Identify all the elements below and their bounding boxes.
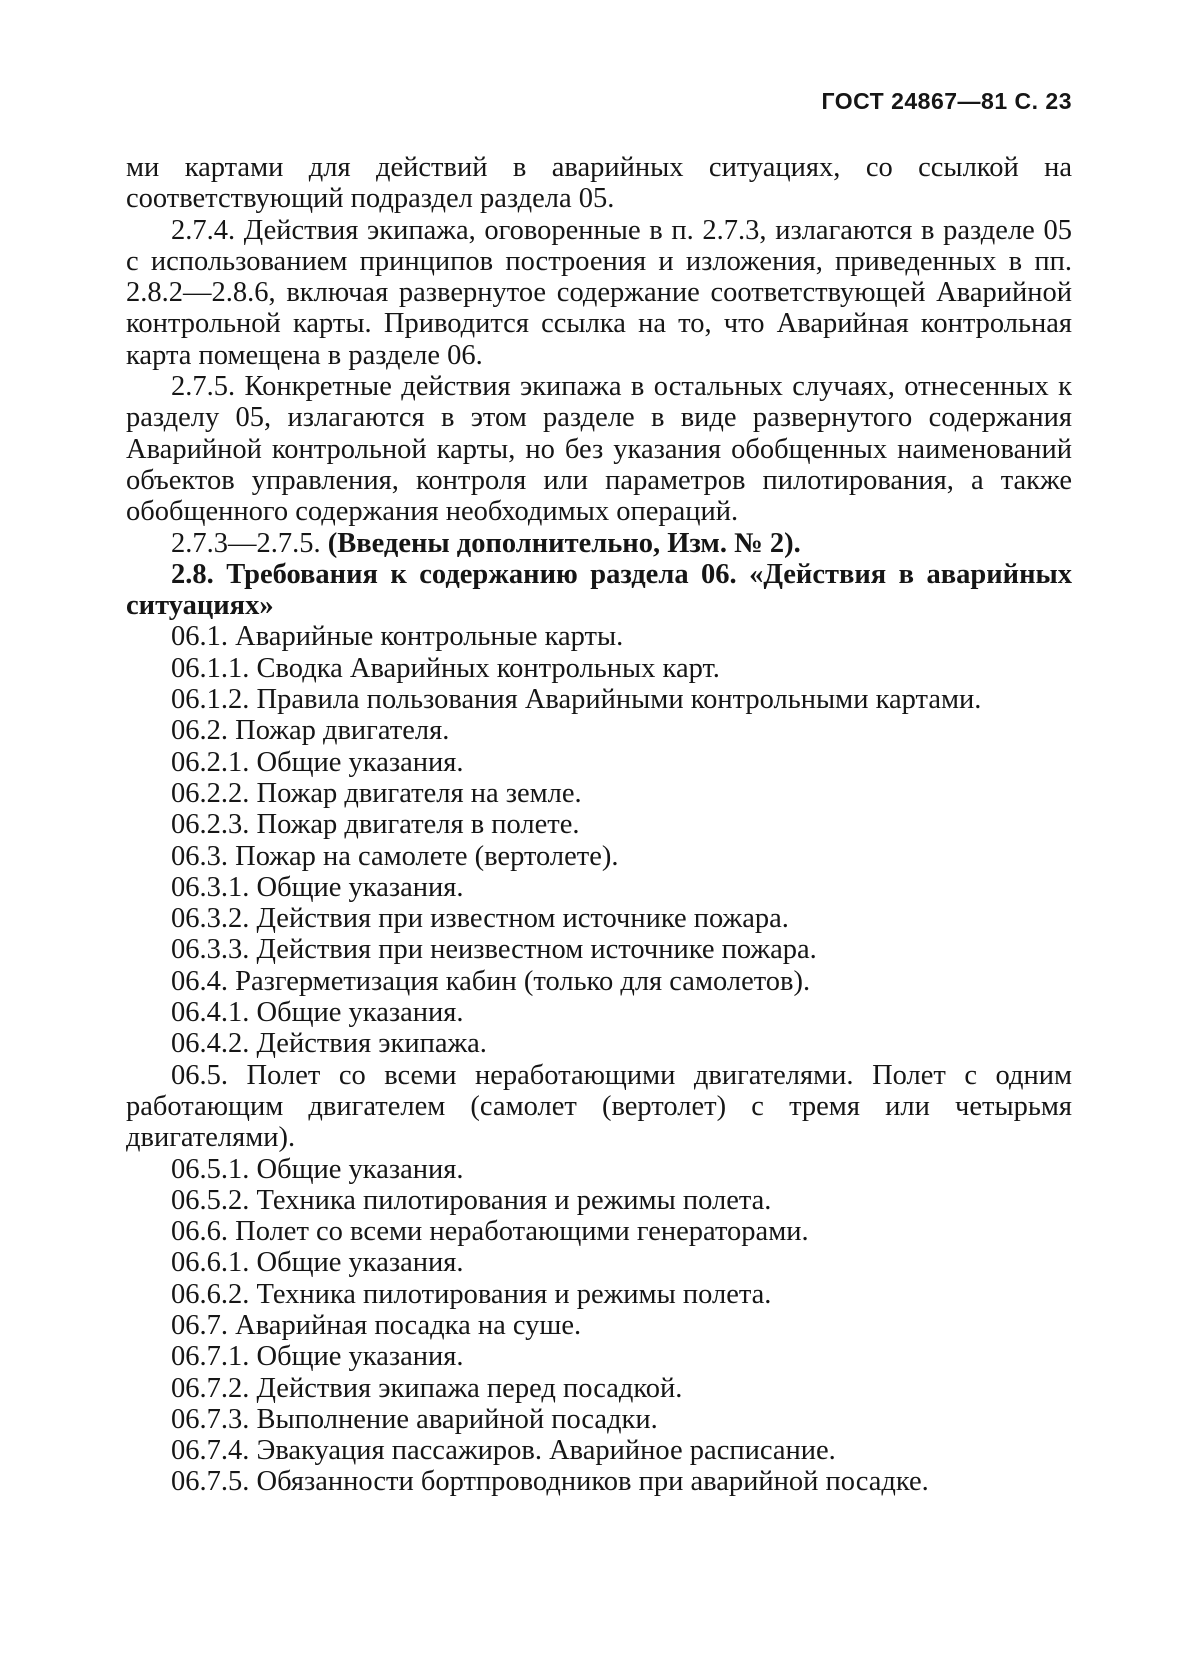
list-item: 06.6.1. Общие указания. (171, 1247, 464, 1279)
paragraph-2-7-4: 2.7.4. Действия экипажа, оговоренные в п. 2.7.3, излагаются в разделе 05 с использованием принципов построения и изложения, приведенных в пп. 2.8.2—2.8.6, включая развернутое содержание соответствующей Аварийной контрольной карты. Приводится ссылка на то, что Аварийная контрольная карта помещена в разделе 06. (126, 214, 1072, 371)
list-item: 06.5.1. Общие указания. (171, 1153, 464, 1185)
list-item: 06.6.2. Техника пилотирования и режимы полета. (171, 1278, 772, 1310)
list-item: 06.4.1. Общие указания. (171, 997, 464, 1029)
list-item: 06.7.1. Общие указания. (171, 1341, 464, 1373)
list-item: 06.6. Полет со всеми неработающими генераторами. (171, 1216, 809, 1248)
section-number: 2.8. (171, 558, 214, 590)
section-title: Требования к содержанию раздела 06. «Действия в аварийных ситуациях» (126, 558, 1073, 622)
contents-list (126, 621, 1072, 1497)
list-item: 06.7.3. Выполнение аварийной посадки. (171, 1403, 658, 1435)
list-item: 06.5.2. Техника пилотирования и режимы полета. (171, 1184, 772, 1216)
page-header: ГОСТ 24867—81 С. 23 (821, 88, 1072, 114)
amendment-text: (Введены дополнительно, Изм. № 2). (327, 527, 801, 559)
amendment-note (126, 528, 1072, 559)
list-item: 06.7.2. Действия экипажа перед посадкой. (171, 1372, 683, 1404)
list-item: 06.2.1. Общие указания. (171, 746, 464, 778)
list-item: 06.5. Полет со всеми неработающими двигателями. Полет с одним работающим двигателем (самолет (вертолет) с тремя или четырьмя двигателями). (126, 1059, 1072, 1154)
amendment-ref: 2.7.3—2.7.5. (171, 527, 321, 559)
list-item: 06.2.2. Пожар двигателя на земле. (171, 777, 582, 809)
page-body (126, 152, 1072, 1498)
list-item: 06.3.3. Действия при неизвестном источнике пожара. (171, 934, 817, 966)
paragraph-continuation: ми картами для действий в аварийных ситуациях, со ссылкой на соответствующий подраздел раздела 05. (126, 152, 1072, 215)
section-heading-2-8 (126, 559, 1072, 622)
list-item: 06.7.5. Обязанности бортпроводников при аварийной посадке. (171, 1466, 929, 1498)
list-item: 06.1.1. Сводка Аварийных контрольных карт. (171, 652, 720, 684)
list-item: 06.3.2. Действия при известном источнике пожара. (171, 903, 789, 935)
list-item: 06.2.3. Пожар двигателя в полете. (171, 809, 580, 841)
list-item: 06.7.4. Эвакуация пассажиров. Аварийное расписание. (171, 1435, 836, 1467)
list-item: 06.7. Аварийная посадка на суше. (171, 1309, 582, 1341)
list-item: 06.4.2. Действия экипажа. (171, 1028, 487, 1060)
list-item: 06.1. Аварийные контрольные карты. (171, 621, 624, 653)
list-item: 06.3.1. Общие указания. (171, 871, 464, 903)
list-item: 06.3. Пожар на самолете (вертолете). (171, 840, 619, 872)
list-item: 06.1.2. Правила пользования Аварийными контрольными картами. (171, 684, 982, 716)
list-item: 06.4. Разгерметизация кабин (только для самолетов). (171, 965, 811, 997)
paragraph-2-7-5: 2.7.5. Конкретные действия экипажа в остальных случаях, отнесенных к разделу 05, излагаются в этом разделе в виде развернутого содержания Аварийной контрольной карты, но без указания обобщенных наименований объектов управления, контроля или параметров пилотирования, а также обобщенного содержания необходимых операций. (126, 371, 1072, 528)
list-item: 06.2. Пожар двигателя. (171, 715, 450, 747)
